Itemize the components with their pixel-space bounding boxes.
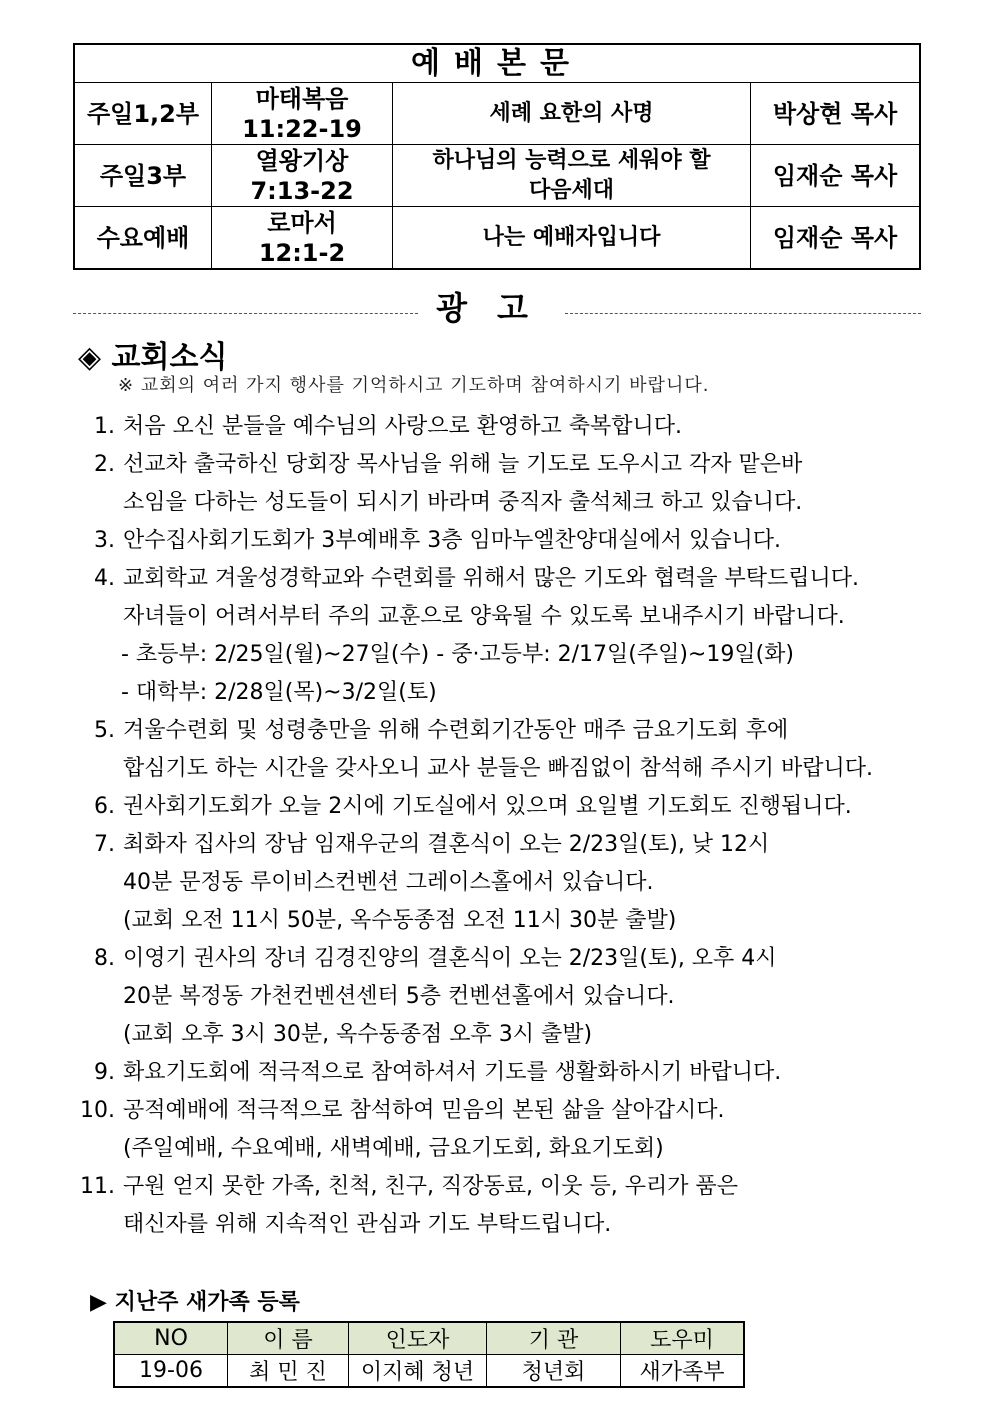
service-cell: 주일3부 (74, 145, 212, 207)
table-cell: 최 민 진 (228, 1355, 349, 1388)
item-line: 소임을 다하는 성도들이 되시기 바라며 중직자 출석체크 하고 있습니다. (123, 490, 803, 515)
list-item (73, 560, 933, 636)
table-cell: 청년회 (487, 1355, 621, 1388)
scripture-verse: 11:22-19 (242, 114, 362, 143)
table-row (74, 83, 920, 145)
worship-table (73, 43, 921, 270)
list-item (73, 1168, 933, 1244)
scripture-verse: 12:1-2 (258, 238, 346, 267)
list-item (73, 408, 933, 446)
new-family-table (113, 1321, 745, 1388)
item-line: 40분 문정동 루이비스컨벤션 그레이스홀에서 있습니다. (123, 870, 654, 895)
section-title-text: 교회소식 (111, 340, 228, 375)
scripture-book: 로마서 (267, 208, 337, 237)
item-line: 합심기도 하는 시간을 갖사오니 교사 분들은 빠짐없이 참석해 주시기 바랍니다. (123, 756, 873, 781)
item-number: 3. (94, 528, 115, 553)
item-number: 8. (94, 946, 115, 971)
worship-title: 예배본문 (74, 44, 920, 83)
sermon-cell: 세례 요한의 사명 (393, 83, 751, 145)
ads-header (73, 283, 921, 327)
item-line: (주일예배, 수요예배, 새벽예배, 금요기도회, 화요기도회) (123, 1136, 664, 1161)
list-item (73, 940, 933, 1054)
column-header: 도우미 (621, 1322, 745, 1355)
item-line: 자녀들이 어려서부터 주의 교훈으로 양육될 수 있도록 보내주시기 바랍니다. (123, 604, 845, 629)
item-number: 1. (94, 414, 115, 439)
preacher-cell: 임재순 목사 (751, 207, 921, 270)
scripture-cell (212, 83, 393, 145)
item-number: 9. (94, 1060, 115, 1085)
list-item (73, 712, 933, 788)
preacher-cell: 박상현 목사 (751, 83, 921, 145)
list-item (73, 1054, 933, 1092)
list-item (73, 788, 933, 826)
triangle-icon: ▶ (90, 1290, 107, 1315)
scripture-verse: 7:13-22 (250, 176, 354, 205)
scripture-cell (212, 145, 393, 207)
schedule-line: - 대학부: 2/28일(목)~3/2일(토) (121, 680, 437, 705)
table-cell: 19-06 (114, 1355, 228, 1388)
list-item (73, 1092, 933, 1168)
item-number: 5. (94, 718, 115, 743)
column-header: NO (114, 1322, 228, 1355)
list-item (73, 446, 933, 522)
item-number: 4. (94, 566, 115, 591)
column-header: 기 관 (487, 1322, 621, 1355)
ads-title: 광고 (436, 289, 558, 327)
list-item (73, 826, 933, 940)
item-line: (교회 오후 3시 30분, 옥수동종점 오후 3시 출발) (123, 1022, 593, 1047)
new-family-title: 지난주 새가족 등록 (114, 1290, 300, 1315)
schedule-line: - 초등부: 2/25일(월)~27일(수) - 중·고등부: 2/17일(주일)~19일(화) (121, 642, 795, 667)
new-family-heading (90, 1285, 300, 1316)
service-cell: 주일1,2부 (74, 83, 212, 145)
service-cell: 수요예배 (74, 207, 212, 270)
item-line: 구원 얻지 못한 가족, 친척, 친구, 직장동료, 이웃 등, 우리가 품은 (123, 1174, 738, 1199)
notice-note: ※ 교회의 여러 가지 행사를 기억하시고 기도하며 참여하시기 바랍니다. (118, 375, 710, 396)
item-line: 안수집사회기도회가 3부예배후 3층 임마누엘찬양대실에서 있습니다. (123, 528, 782, 553)
item-line: 교회학교 겨울성경학교와 수련회를 위해서 많은 기도와 협력을 부탁드립니다. (123, 566, 860, 591)
item-line: 공적예배에 적극적으로 참석하여 믿음의 본된 삶을 살아갑시다. (123, 1098, 725, 1123)
sermon-line: 다음세대 (528, 177, 614, 203)
scripture-cell (212, 207, 393, 270)
table-cell: 이지혜 청년 (349, 1355, 487, 1388)
section-title (78, 332, 227, 376)
list-item (73, 522, 933, 560)
sermon-line: 하나님의 능력으로 세워야 할 (432, 147, 711, 173)
item-number: 11. (80, 1174, 115, 1199)
announcement-list (73, 408, 933, 1244)
preacher-cell: 임재순 목사 (751, 145, 921, 207)
item-line: 권사회기도회가 오늘 2시에 기도실에서 있으며 요일별 기도회도 진행됩니다. (123, 794, 852, 819)
table-row (74, 145, 920, 207)
table-row (74, 207, 920, 270)
diamond-icon: ◈ (78, 340, 102, 375)
item-line: 이영기 권사의 장녀 김경진양의 결혼식이 오는 2/23일(토), 오후 4시 (123, 946, 777, 971)
scripture-book: 열왕기상 (255, 146, 349, 175)
item-number: 10. (80, 1098, 115, 1123)
sermon-cell (393, 145, 751, 207)
item-line: 20분 복정동 가천컨벤션센터 5층 컨벤션홀에서 있습니다. (123, 984, 675, 1009)
sermon-cell: 나는 예배자입니다 (393, 207, 751, 270)
item-line: 태신자를 위해 지속적인 관심과 기도 부탁드립니다. (123, 1212, 612, 1237)
item-line: (교회 오전 11시 50분, 옥수동종점 오전 11시 30분 출발) (123, 908, 677, 933)
table-header-row (114, 1322, 744, 1355)
item-line: 처음 오신 분들을 예수님의 사랑으로 환영하고 축복합니다. (123, 414, 683, 439)
scripture-book: 마태복음 (255, 84, 349, 113)
item-number: 2. (94, 452, 115, 477)
item-number: 7. (94, 832, 115, 857)
table-cell: 새가족부 (621, 1355, 745, 1388)
item-line: 겨울수련회 및 성령충만을 위해 수련회기간동안 매주 금요기도회 후에 (123, 718, 789, 743)
item-line: 화요기도회에 적극적으로 참여하셔서 기도를 생활화하시기 바랍니다. (123, 1060, 782, 1085)
item-number: 6. (94, 794, 115, 819)
table-row (114, 1355, 744, 1388)
column-header: 인도자 (349, 1322, 487, 1355)
item-line: 선교차 출국하신 당회장 목사님을 위해 늘 기도로 도우시고 각자 맡은바 (123, 452, 803, 477)
column-header: 이 름 (228, 1322, 349, 1355)
item-line: 최화자 집사의 장남 임재우군의 결혼식이 오는 2/23일(토), 낮 12시 (123, 832, 770, 857)
